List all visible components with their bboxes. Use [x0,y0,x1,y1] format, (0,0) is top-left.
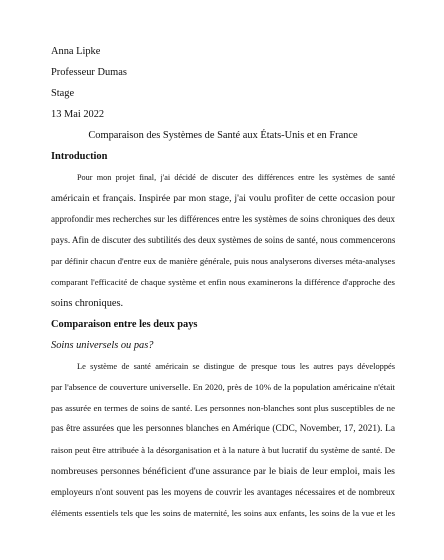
paragraph-line: Pour mon projet final, j'ai décidé de discuter des différences entre les systèmes de santé [77,173,395,182]
professor-name: Professeur Dumas [51,67,127,78]
document-body [51,41,395,524]
paragraph-line: comparant l'efficacité de chaque système et enfin nous examinerons la différence d'approche des [51,277,395,287]
paragraph-line: raison peut être attribuée à la désorganisation et à la nature à but lucratif du système de santé. De [51,445,395,455]
paragraph-line: par définir chacun d'entre eux de manière générale, puis nous analyserons diverses méta-analyses [51,256,395,266]
course-name: Stage [51,88,75,99]
paragraph-line: pays. Afin de discuter des subtilités des deux systèmes de soins de santé, nous commencerons [51,235,395,245]
paragraph-line: soins chroniques. [51,298,124,309]
paragraph-line: éléments essentiels tels que les soins de maternité, les soins aux enfants, les soins de la vue et les [51,508,395,518]
section-heading-comparison: Comparaison entre les deux pays [51,319,198,330]
paragraph-line: Le système de santé américain se distingue de presque tous les autres pays développés [77,362,395,371]
document-title: Comparaison des Systèmes de Santé aux États-Unis et en France [88,130,358,141]
paragraph-line: pas être assurées que les personnes blanches en Amérique (CDC, November, 17, 2021). La [51,424,395,434]
author-name: Anna Lipke [51,46,101,57]
paragraph-line: pas assurée en termes de soins de santé. Les personnes non-blanches sont plus susceptibles de ne [51,403,395,413]
paragraph-line: approfondir mes recherches sur les différences entre les systèmes de soins chroniques des deux [51,214,395,224]
document-date: 13 Mai 2022 [51,109,105,120]
section-heading-introduction: Introduction [51,151,108,162]
introduction-paragraph [51,167,395,314]
subsection-heading-universal-care: Soins universels ou pas? [51,340,154,351]
paragraph-line: nombreuses personnes bénéficient d'une assurance par le biais de leur emploi, mais les [51,466,395,477]
comparison-paragraph [51,356,395,524]
paragraph-line: employeurs n'ont souvent pas les moyens de couvrir les avantages nécessaires et de nombreux [51,487,395,497]
paragraph-line: américain et français. Inspirée par mon stage, j'ai voulu profiter de cette occasion pour [51,193,395,204]
paragraph-line: par l'absence de couverture universelle. En 2020, près de 10% de la population américaine n'était [51,382,395,392]
